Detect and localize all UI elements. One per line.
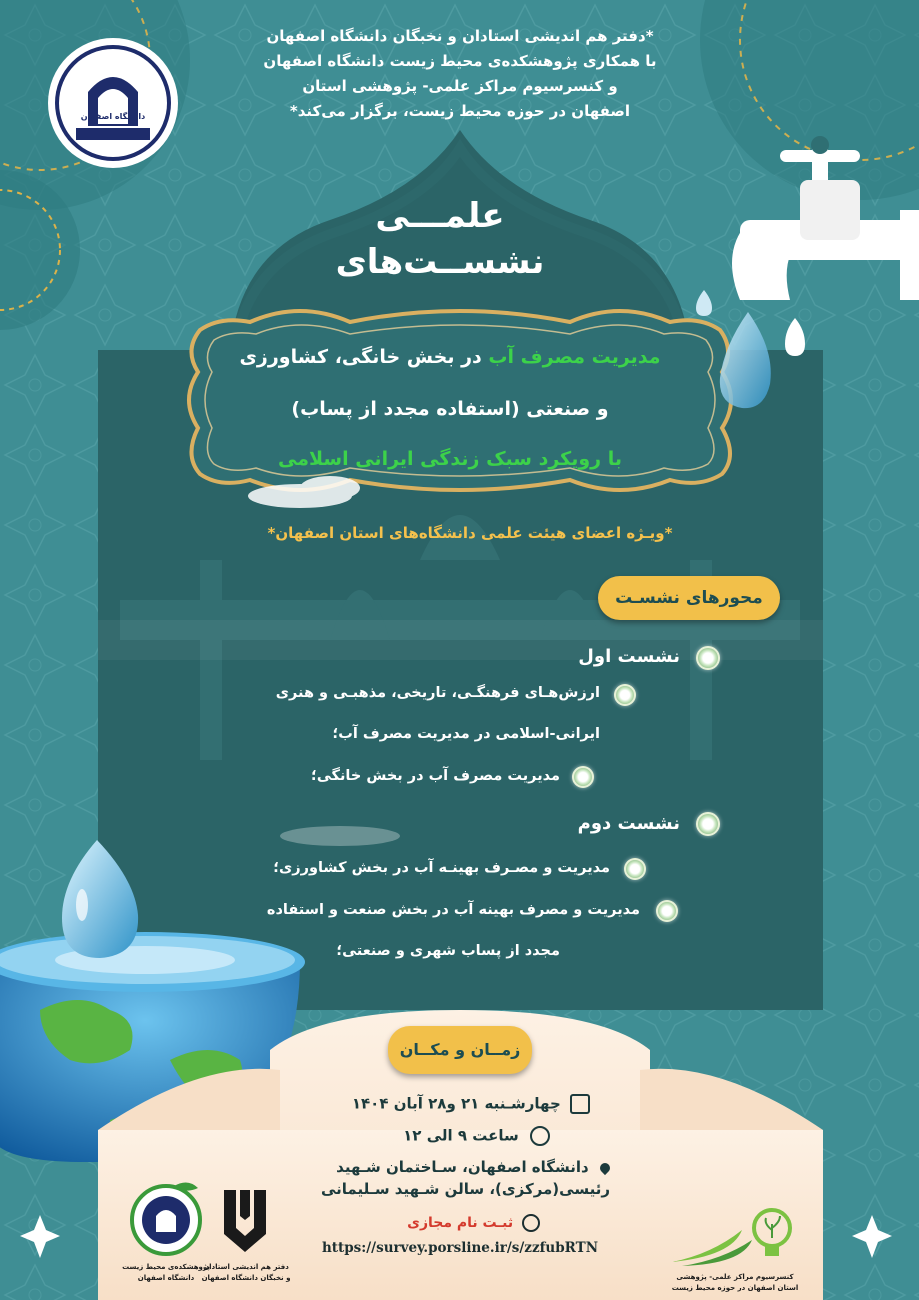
session-1-item-1-cont: ایرانی-اسلامی در مدیریت مصرف آب؛	[332, 726, 600, 742]
university-logo	[46, 36, 180, 170]
topic-highlight: مدیریت مصرف آب	[488, 346, 661, 368]
session-2-item-1: مدیریت و مصـرف بهینـه آب در بخش کشاورزی؛	[273, 860, 610, 876]
session-2-item-2-cont: مجدد از پساب شهری و صنعتی؛	[336, 943, 560, 959]
globe-icon	[522, 1214, 540, 1232]
title-line-2: نشســت‌های	[335, 242, 545, 282]
clock-icon	[530, 1126, 550, 1146]
registration-link[interactable]: https://survey.porsline.ir/s/zzfubRTN	[321, 1240, 599, 1256]
intro-line-3: و کنسرسیوم مراکز علمی- پژوهشی استان	[302, 77, 618, 95]
consortium-logo	[672, 1200, 802, 1270]
session-1-item-1: ارزش‌هـای فرهنگـی، تاریخی، مذهبـی و هنری	[275, 685, 600, 701]
schedule-time: ساعت ۹ الی ۱۲	[403, 1126, 519, 1145]
caption-line: کنسرسیوم مراکز علمی- پژوهشی	[676, 1273, 794, 1281]
schedule-time-row	[330, 1126, 550, 1146]
session-2-item-2: مدیریت و مصرف بهینه آب در بخش صنعت و استفاده	[266, 902, 640, 918]
schedule-date-row	[300, 1094, 590, 1114]
schedule-label-badge: زمــان و مکــان	[388, 1026, 532, 1074]
session-2-bullet-icon	[696, 812, 720, 836]
calendar-icon	[570, 1094, 590, 1114]
consortium-caption	[660, 1272, 810, 1294]
session-2-title: نشست دوم	[577, 813, 680, 834]
audience-note: *ویـژه اعضای هیئت علمی دانشگاه‌های استان اصفهان*	[267, 524, 673, 542]
bullet-icon	[572, 766, 594, 788]
intro-line-4: اصفهان در حوزه محیط زیست، برگزار می‌کند*	[289, 102, 631, 120]
topic-line-2: و صنعتی (استفاده مجدد از پساب)	[291, 398, 609, 420]
schedule-place-line-1: دانشگاه اصفهان، سـاختمان شـهید	[336, 1158, 589, 1176]
bullet-icon	[614, 684, 636, 706]
location-pin-icon	[598, 1160, 612, 1174]
think-tank-caption	[194, 1262, 298, 1284]
topic-line-3: با رویکرد سبک زندگی ایرانی اسلامی	[277, 448, 622, 470]
schedule-place-row	[290, 1156, 610, 1200]
session-1-bullet-icon	[696, 646, 720, 670]
think-tank-logo	[220, 1186, 270, 1256]
caption-line: و نخبگان دانشگاه اصفهان	[201, 1274, 291, 1282]
logo-text: دانشگاه اصفهان	[80, 112, 146, 121]
topic-line-1	[190, 346, 710, 368]
schedule-date: چهارشـنبه ۲۱ و۲۸ آبان ۱۴۰۴	[351, 1094, 561, 1113]
caption-line: دانشگاه اصفهان	[137, 1274, 195, 1282]
session-1-title: نشست اول	[578, 646, 680, 667]
environment-institute-logo	[128, 1178, 204, 1258]
bullet-icon	[656, 900, 678, 922]
schedule-place-line-2: رئیسی(مرکزی)، سالن شـهید سـلیمانی	[320, 1180, 610, 1198]
intro-line-2: با همکاری پژوهشکده‌ی محیط زیست دانشگاه اصفهان	[263, 52, 657, 70]
title-line-1: علمـــی	[375, 196, 505, 236]
caption-line: دفتر هم اندیشی استادان	[203, 1263, 289, 1271]
axes-label-badge: محورهای نشسـت	[598, 576, 780, 620]
register-row	[360, 1214, 540, 1232]
topic-line-1-rest: در بخش خانگی، کشاورزی	[239, 346, 489, 368]
session-1-item-2: مدیریت مصرف آب در بخش خانگی؛	[311, 768, 560, 784]
bullet-icon	[624, 858, 646, 880]
register-label: ثبـت نام مجازی	[407, 1215, 514, 1231]
caption-line: پژوهشکده‌ی محیط زیست	[122, 1263, 210, 1271]
intro-line-1: *دفتر هم اندیشی استادان و نخبگان دانشگاه اصفهان	[266, 27, 654, 45]
caption-line: استان اصفهان در حوزه محیط زیست	[671, 1284, 799, 1292]
intro-text	[240, 24, 680, 124]
